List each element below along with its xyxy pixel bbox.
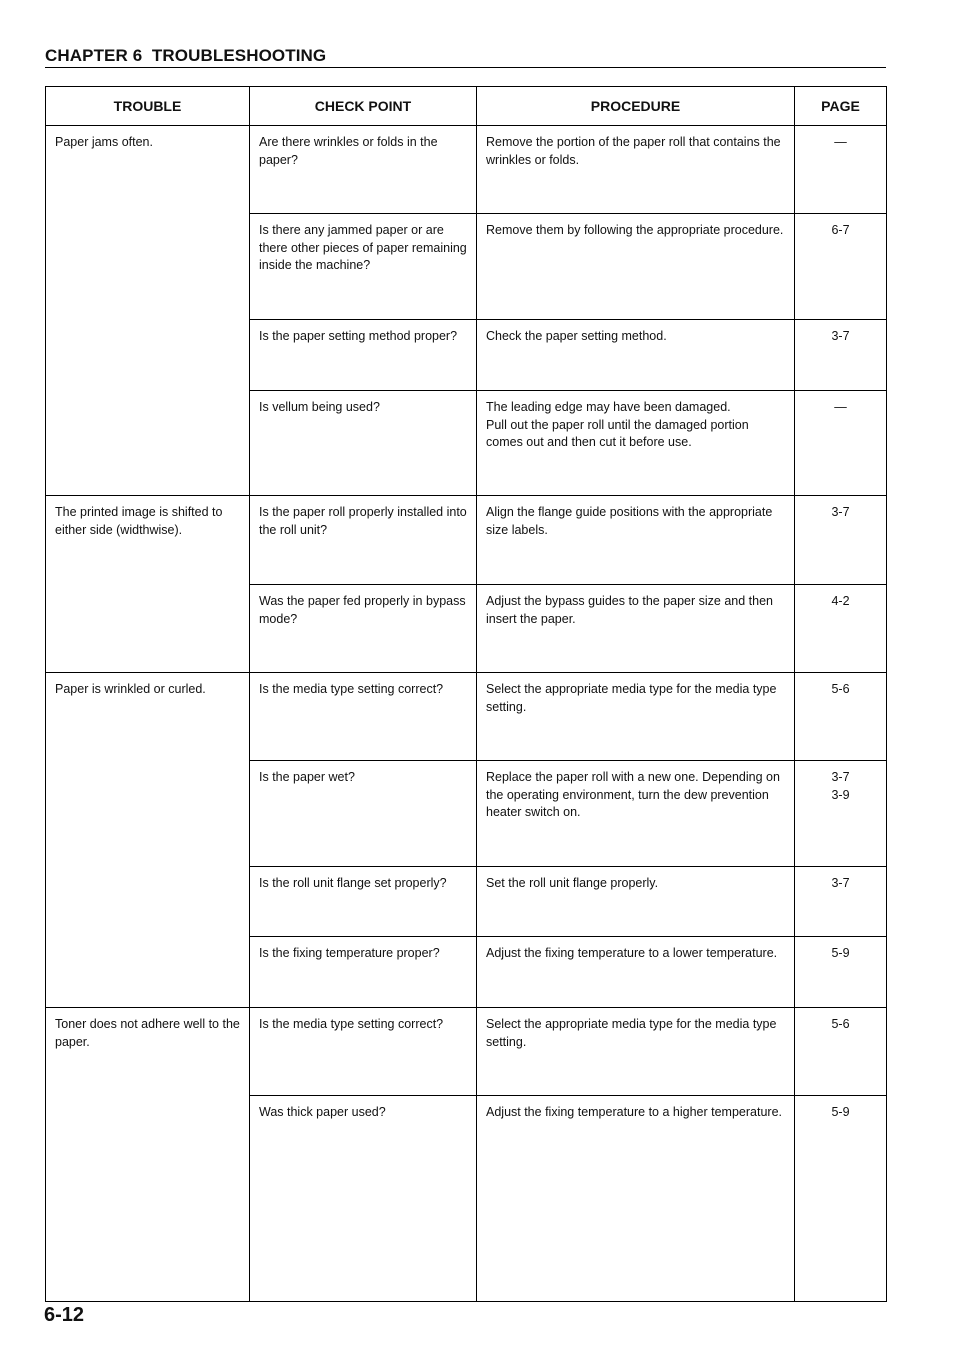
column-header-procedure: PROCEDURE: [477, 87, 795, 126]
procedure-cell: Adjust the fixing temperature to a higher temperature.: [477, 1096, 795, 1302]
check-point-cell: Is the fixing temperature proper?: [250, 937, 477, 1008]
page-cell: [795, 391, 887, 496]
page-reference: 3-7: [831, 505, 850, 519]
trouble-cell: Paper is wrinkled or curled.: [46, 673, 250, 1008]
check-point-cell: Is the roll unit flange set properly?: [250, 867, 477, 937]
page-reference: —: [834, 400, 847, 414]
check-point-cell: Is vellum being used?: [250, 391, 477, 496]
procedure-cell: Select the appropriate media type for the media type setting.: [477, 1008, 795, 1096]
procedure-cell: Remove them by following the appropriate procedure.: [477, 214, 795, 320]
page-cell: [795, 1096, 887, 1302]
page-cell: [795, 761, 887, 867]
page-reference: 3-7: [831, 876, 850, 890]
column-header-trouble: TROUBLE: [46, 87, 250, 126]
chapter-header: [45, 46, 886, 68]
procedure-cell: Align the flange guide positions with the appropriate size labels.: [477, 496, 795, 585]
page-cell: [795, 673, 887, 761]
page-reference: 5-6: [831, 682, 850, 696]
procedure-cell: Check the paper setting method.: [477, 320, 795, 391]
column-header-page: PAGE: [795, 87, 887, 126]
table-row: [46, 126, 887, 214]
procedure-cell: Set the roll unit flange properly.: [477, 867, 795, 937]
page-reference: 3-7: [831, 329, 850, 343]
page-cell: [795, 496, 887, 585]
troubleshooting-table: [45, 86, 887, 1302]
table-header-row: [46, 87, 887, 126]
check-point-cell: Is the paper wet?: [250, 761, 477, 867]
check-point-cell: Was thick paper used?: [250, 1096, 477, 1302]
procedure-cell: Adjust the fixing temperature to a lower temperature.: [477, 937, 795, 1008]
page-cell: [795, 320, 887, 391]
page-cell: [795, 585, 887, 673]
trouble-cell: The printed image is shifted to either side (widthwise).: [46, 496, 250, 673]
page-reference: 3-9: [831, 787, 850, 802]
procedure-cell: Select the appropriate media type for the media type setting.: [477, 673, 795, 761]
check-point-cell: Are there wrinkles or folds in the paper?: [250, 126, 477, 214]
page-cell: [795, 1008, 887, 1096]
page-cell: [795, 214, 887, 320]
procedure-cell: Replace the paper roll with a new one. Depending on the operating environment, turn the dew prevention heater switch on.: [477, 761, 795, 867]
table-row: [46, 1008, 887, 1096]
page-reference: 3-7: [831, 770, 850, 784]
procedure-cell: Remove the portion of the paper roll that contains the wrinkles or folds.: [477, 126, 795, 214]
procedure-cell: Adjust the bypass guides to the paper size and then insert the paper.: [477, 585, 795, 673]
page-cell: [795, 867, 887, 937]
table-row: [46, 673, 887, 761]
page-reference: 4-2: [831, 594, 850, 608]
check-point-cell: Is the paper setting method proper?: [250, 320, 477, 391]
check-point-cell: Is there any jammed paper or are there other pieces of paper remaining inside the machine?: [250, 214, 477, 320]
page-reference: —: [834, 135, 847, 149]
page-cell: [795, 126, 887, 214]
check-point-cell: Is the media type setting correct?: [250, 673, 477, 761]
page-reference: 5-9: [831, 1105, 850, 1119]
check-point-cell: Is the paper roll properly installed into the roll unit?: [250, 496, 477, 585]
procedure-cell: The leading edge may have been damaged. Pull out the paper roll until the damaged portion comes out and then cut it before use.: [477, 391, 795, 496]
page-reference: 6-7: [831, 223, 850, 237]
trouble-cell: Paper jams often.: [46, 126, 250, 496]
page-reference: 5-6: [831, 1017, 850, 1031]
page-cell: [795, 937, 887, 1008]
check-point-cell: Was the paper fed properly in bypass mode?: [250, 585, 477, 673]
table-row: [46, 496, 887, 585]
check-point-cell: Is the media type setting correct?: [250, 1008, 477, 1096]
trouble-cell: Toner does not adhere well to the paper.: [46, 1008, 250, 1302]
chapter-title: CHAPTER 6 TROUBLESHOOTING: [45, 46, 327, 65]
page-reference: 5-9: [831, 946, 850, 960]
column-header-check-point: CHECK POINT: [250, 87, 477, 126]
page-number: 6-12: [44, 1304, 85, 1326]
